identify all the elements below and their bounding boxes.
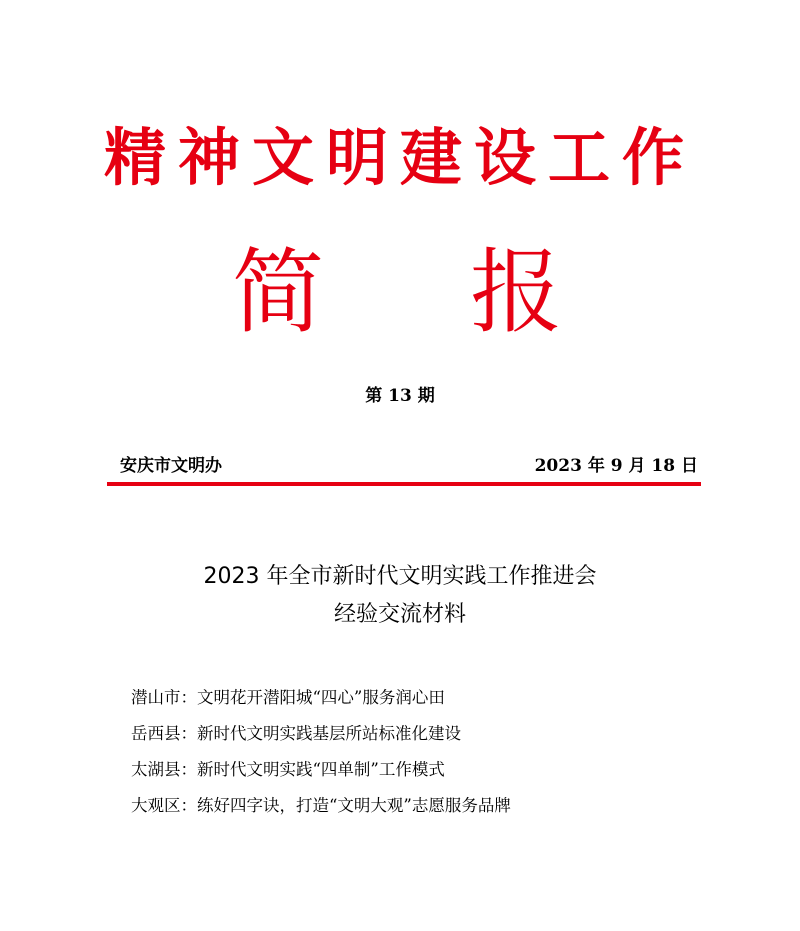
document-title xyxy=(0,558,800,634)
contents-item xyxy=(131,680,731,716)
contents-item xyxy=(131,752,731,788)
publisher-name: 安庆市文明办 xyxy=(120,456,222,476)
contents-item-place: 太湖县： xyxy=(131,760,197,779)
brief-char-jian: 简 xyxy=(232,239,325,346)
contents-item-topic: 新时代文明实践“四单制”工作模式 xyxy=(197,760,445,779)
issue-number: 第 13 期 xyxy=(365,386,435,406)
contents-list xyxy=(131,680,731,824)
document-title-line-2: 经验交流材料 xyxy=(333,602,466,627)
brief-title xyxy=(0,238,800,348)
contents-item-place: 岳西县： xyxy=(131,724,197,743)
publication-date: 2023 年 9 月 18 日 xyxy=(534,456,698,476)
masthead-title: 精神文明建设工作 xyxy=(103,121,696,194)
red-divider xyxy=(107,482,701,486)
contents-item-place: 潜山市： xyxy=(131,688,197,707)
brief-char-bao: 报 xyxy=(470,239,563,346)
contents-item-topic: 新时代文明实践基层所站标准化建设 xyxy=(197,724,461,743)
contents-item-place: 大观区： xyxy=(131,796,197,815)
contents-item xyxy=(131,788,731,824)
contents-item xyxy=(131,716,731,752)
contents-item-topic: 练好四字诀，打造“文明大观”志愿服务品牌 xyxy=(197,796,511,815)
publication-meta xyxy=(120,454,698,478)
contents-item-topic: 文明花开潜阳城“四心”服务润心田 xyxy=(197,688,445,707)
document-title-line-1: 2023 年全市新时代文明实践工作推进会 xyxy=(203,564,597,589)
